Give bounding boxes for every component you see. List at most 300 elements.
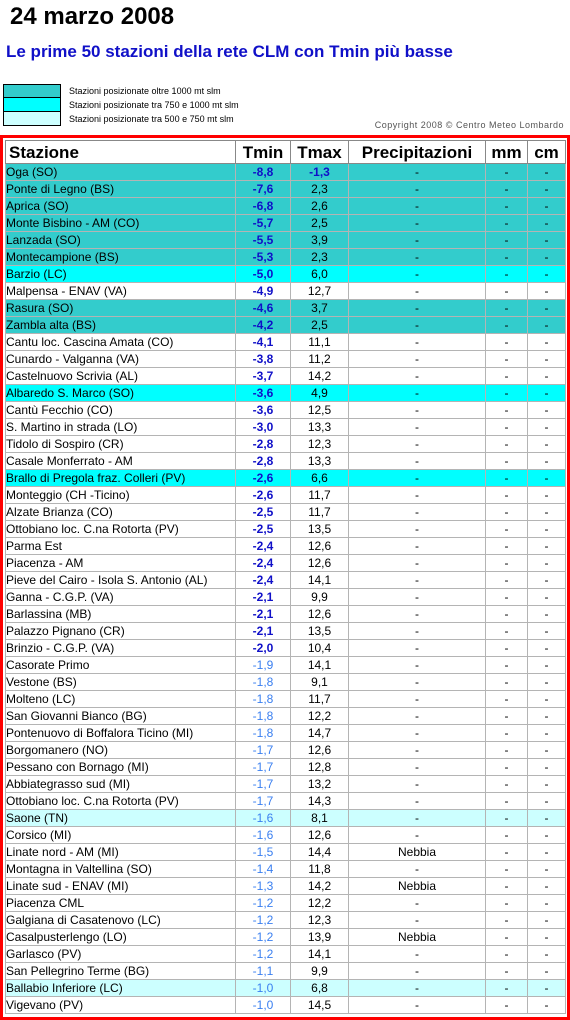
station-name: Monteggio (CH -Ticino)	[6, 487, 236, 504]
table-row	[6, 674, 566, 691]
legend-row-over-1000	[3, 84, 239, 98]
tmin-value: -1,3	[236, 878, 291, 895]
tmin-value: -1,0	[236, 980, 291, 997]
cm-value: -	[528, 844, 566, 861]
header-precipitazioni: Precipitazioni	[349, 141, 486, 164]
precipitation-value: -	[349, 810, 486, 827]
tmax-value: 12,7	[291, 283, 349, 300]
tmin-value: -2,8	[236, 453, 291, 470]
tmax-value: 3,7	[291, 300, 349, 317]
tmax-value: 14,1	[291, 657, 349, 674]
mm-value: -	[486, 368, 528, 385]
tmin-value: -1,2	[236, 895, 291, 912]
header-stazione: Stazione	[6, 141, 236, 164]
mm-value: -	[486, 810, 528, 827]
table-row	[6, 861, 566, 878]
mm-value: -	[486, 997, 528, 1014]
mm-value: -	[486, 929, 528, 946]
tmin-value: -2,5	[236, 521, 291, 538]
station-name: Pessano con Bornago (MI)	[6, 759, 236, 776]
precipitation-value: -	[349, 640, 486, 657]
precipitation-value: Nebbia	[349, 844, 486, 861]
cm-value: -	[528, 963, 566, 980]
tmin-value: -5,0	[236, 266, 291, 283]
tmax-value: 12,8	[291, 759, 349, 776]
station-name: Piacenza CML	[6, 895, 236, 912]
mm-value: -	[486, 249, 528, 266]
tmax-value: 13,9	[291, 929, 349, 946]
tmax-value: 9,1	[291, 674, 349, 691]
tmax-value: 4,9	[291, 385, 349, 402]
station-name: Cantu loc. Cascina Amata (CO)	[6, 334, 236, 351]
cm-value: -	[528, 725, 566, 742]
cm-value: -	[528, 317, 566, 334]
tmin-value: -1,0	[236, 997, 291, 1014]
station-name: Casorate Primo	[6, 657, 236, 674]
cm-value: -	[528, 793, 566, 810]
precipitation-value: -	[349, 436, 486, 453]
precipitation-value: Nebbia	[349, 878, 486, 895]
tmin-value: -5,3	[236, 249, 291, 266]
mm-value: -	[486, 419, 528, 436]
station-name: Zambla alta (BS)	[6, 317, 236, 334]
table-row	[6, 572, 566, 589]
tmax-value: 2,6	[291, 198, 349, 215]
station-name: Linate nord - AM (MI)	[6, 844, 236, 861]
tmax-value: 9,9	[291, 589, 349, 606]
station-name: Vigevano (PV)	[6, 997, 236, 1014]
station-name: Rasura (SO)	[6, 300, 236, 317]
table-row	[6, 487, 566, 504]
mm-value: -	[486, 181, 528, 198]
cm-value: -	[528, 368, 566, 385]
tmin-value: -3,7	[236, 368, 291, 385]
station-name: Ganna - C.G.P. (VA)	[6, 589, 236, 606]
mm-value: -	[486, 946, 528, 963]
tmin-value: -4,9	[236, 283, 291, 300]
legend-label: Stazioni posizionate tra 500 e 750 mt slm	[69, 114, 234, 124]
table-row	[6, 895, 566, 912]
mm-value: -	[486, 453, 528, 470]
precipitation-value: -	[349, 980, 486, 997]
station-name: Ottobiano loc. C.na Rotorta (PV)	[6, 521, 236, 538]
tmin-value: -2,1	[236, 623, 291, 640]
header-tmin: Tmin	[236, 141, 291, 164]
station-name: Parma Est	[6, 538, 236, 555]
tmin-value: -1,4	[236, 861, 291, 878]
legend-label: Stazioni posizionate tra 750 e 1000 mt slm	[69, 100, 239, 110]
station-name: Monte Bisbino - AM (CO)	[6, 215, 236, 232]
tmax-value: -1,3	[291, 164, 349, 181]
station-name: San Pellegrino Terme (BG)	[6, 963, 236, 980]
mm-value: -	[486, 708, 528, 725]
station-name: Ottobiano loc. C.na Rotorta (PV)	[6, 793, 236, 810]
cm-value: -	[528, 606, 566, 623]
precipitation-value: -	[349, 623, 486, 640]
cm-value: -	[528, 266, 566, 283]
tmin-value: -3,6	[236, 402, 291, 419]
table-row	[6, 810, 566, 827]
table-row	[6, 708, 566, 725]
tmin-value: -3,6	[236, 385, 291, 402]
cm-value: -	[528, 640, 566, 657]
station-name: Albaredo S. Marco (SO)	[6, 385, 236, 402]
tmin-value: -6,8	[236, 198, 291, 215]
table-row	[6, 606, 566, 623]
station-name: Barzio (LC)	[6, 266, 236, 283]
precipitation-value: -	[349, 283, 486, 300]
header-mm: mm	[486, 141, 528, 164]
tmax-value: 13,5	[291, 623, 349, 640]
precipitation-value: -	[349, 487, 486, 504]
mm-value: -	[486, 980, 528, 997]
mm-value: -	[486, 861, 528, 878]
tmax-value: 14,1	[291, 946, 349, 963]
tmin-value: -1,7	[236, 742, 291, 759]
precipitation-value: -	[349, 742, 486, 759]
cm-value: -	[528, 759, 566, 776]
mm-value: -	[486, 317, 528, 334]
cm-value: -	[528, 691, 566, 708]
legend	[3, 84, 239, 126]
precipitation-value: -	[349, 181, 486, 198]
tmin-value: -5,5	[236, 232, 291, 249]
cm-value: -	[528, 929, 566, 946]
tmax-value: 11,7	[291, 487, 349, 504]
precipitation-value: -	[349, 725, 486, 742]
tmax-value: 9,9	[291, 963, 349, 980]
precipitation-value: -	[349, 657, 486, 674]
tmax-value: 14,2	[291, 878, 349, 895]
mm-value: -	[486, 589, 528, 606]
table-row	[6, 844, 566, 861]
cm-value: -	[528, 946, 566, 963]
mm-value: -	[486, 487, 528, 504]
cm-value: -	[528, 521, 566, 538]
tmax-value: 14,7	[291, 725, 349, 742]
mm-value: -	[486, 759, 528, 776]
tmin-value: -2,6	[236, 470, 291, 487]
precipitation-value: -	[349, 300, 486, 317]
tmin-value: -2,4	[236, 538, 291, 555]
tmax-value: 13,3	[291, 419, 349, 436]
cm-value: -	[528, 164, 566, 181]
mm-value: -	[486, 555, 528, 572]
tmax-value: 2,3	[291, 181, 349, 198]
precipitation-value: -	[349, 555, 486, 572]
tmin-value: -2,1	[236, 589, 291, 606]
tmax-value: 14,4	[291, 844, 349, 861]
station-name: Aprica (SO)	[6, 198, 236, 215]
tmin-value: -1,8	[236, 708, 291, 725]
table-row	[6, 589, 566, 606]
station-name: San Giovanni Bianco (BG)	[6, 708, 236, 725]
table-body	[6, 164, 566, 1014]
table-row	[6, 198, 566, 215]
cm-value: -	[528, 402, 566, 419]
table-row	[6, 266, 566, 283]
station-name: Ballabio Inferiore (LC)	[6, 980, 236, 997]
station-name: Oga (SO)	[6, 164, 236, 181]
tmax-value: 14,1	[291, 572, 349, 589]
station-name: Cunardo - Valganna (VA)	[6, 351, 236, 368]
cm-value: -	[528, 181, 566, 198]
mm-value: -	[486, 674, 528, 691]
station-name: Piacenza - AM	[6, 555, 236, 572]
precipitation-value: -	[349, 402, 486, 419]
table-row	[6, 351, 566, 368]
table-row	[6, 334, 566, 351]
station-name: Castelnuovo Scrivia (AL)	[6, 368, 236, 385]
precipitation-value: -	[349, 827, 486, 844]
cm-value: -	[528, 861, 566, 878]
tmin-value: -5,7	[236, 215, 291, 232]
mm-value: -	[486, 878, 528, 895]
table-row	[6, 538, 566, 555]
station-name: Saone (TN)	[6, 810, 236, 827]
table-row	[6, 164, 566, 181]
precipitation-value: -	[349, 589, 486, 606]
table-row	[6, 946, 566, 963]
cm-value: -	[528, 708, 566, 725]
stations-table-frame	[0, 135, 570, 1020]
mm-value: -	[486, 623, 528, 640]
table-row	[6, 419, 566, 436]
precipitation-value: -	[349, 606, 486, 623]
tmax-value: 6,0	[291, 266, 349, 283]
tmax-value: 2,3	[291, 249, 349, 266]
tmin-value: -3,0	[236, 419, 291, 436]
tmin-value: -4,1	[236, 334, 291, 351]
station-name: Borgomanero (NO)	[6, 742, 236, 759]
cm-value: -	[528, 980, 566, 997]
precipitation-value: -	[349, 198, 486, 215]
station-name: Brallo di Pregola fraz. Colleri (PV)	[6, 470, 236, 487]
tmin-value: -1,5	[236, 844, 291, 861]
mm-value: -	[486, 895, 528, 912]
tmin-value: -1,8	[236, 725, 291, 742]
tmin-value: -1,7	[236, 793, 291, 810]
tmin-value: -2,4	[236, 572, 291, 589]
cm-value: -	[528, 572, 566, 589]
cm-value: -	[528, 504, 566, 521]
tmin-value: -1,8	[236, 691, 291, 708]
precipitation-value: -	[349, 266, 486, 283]
page-subtitle: Le prime 50 stazioni della rete CLM con Tmin più basse	[6, 42, 453, 61]
cm-value: -	[528, 470, 566, 487]
precipitation-value: -	[349, 334, 486, 351]
tmin-value: -2,6	[236, 487, 291, 504]
tmax-value: 14,2	[291, 368, 349, 385]
mm-value: -	[486, 725, 528, 742]
cm-value: -	[528, 334, 566, 351]
tmin-value: -3,8	[236, 351, 291, 368]
tmin-value: -1,6	[236, 810, 291, 827]
mm-value: -	[486, 742, 528, 759]
precipitation-value: -	[349, 453, 486, 470]
cm-value: -	[528, 232, 566, 249]
tmax-value: 12,6	[291, 606, 349, 623]
table-row	[6, 402, 566, 419]
precipitation-value: -	[349, 215, 486, 232]
tmin-value: -1,8	[236, 674, 291, 691]
tmin-value: -2,0	[236, 640, 291, 657]
tmin-value: -1,9	[236, 657, 291, 674]
tmax-value: 2,5	[291, 215, 349, 232]
station-name: Corsico (MI)	[6, 827, 236, 844]
precipitation-value: -	[349, 317, 486, 334]
mm-value: -	[486, 912, 528, 929]
tmax-value: 13,2	[291, 776, 349, 793]
station-name: Pieve del Cairo - Isola S. Antonio (AL)	[6, 572, 236, 589]
table-row	[6, 997, 566, 1014]
table-row	[6, 283, 566, 300]
cm-value: -	[528, 776, 566, 793]
tmax-value: 8,1	[291, 810, 349, 827]
precipitation-value: -	[349, 249, 486, 266]
tmin-value: -1,2	[236, 912, 291, 929]
mm-value: -	[486, 300, 528, 317]
mm-value: -	[486, 572, 528, 589]
precipitation-value: -	[349, 572, 486, 589]
table-row	[6, 521, 566, 538]
cm-value: -	[528, 436, 566, 453]
table-row	[6, 776, 566, 793]
table-row	[6, 249, 566, 266]
tmax-value: 2,5	[291, 317, 349, 334]
precipitation-value: -	[349, 674, 486, 691]
station-name: Molteno (LC)	[6, 691, 236, 708]
cm-value: -	[528, 623, 566, 640]
table-row	[6, 793, 566, 810]
table-row	[6, 640, 566, 657]
station-name: Alzate Brianza (CO)	[6, 504, 236, 521]
station-name: Linate sud - ENAV (MI)	[6, 878, 236, 895]
precipitation-value: -	[349, 691, 486, 708]
cm-value: -	[528, 283, 566, 300]
precipitation-value: -	[349, 946, 486, 963]
tmax-value: 13,5	[291, 521, 349, 538]
station-name: Brinzio - C.G.P. (VA)	[6, 640, 236, 657]
precipitation-value: -	[349, 776, 486, 793]
precipitation-value: -	[349, 997, 486, 1014]
mm-value: -	[486, 844, 528, 861]
tmax-value: 10,4	[291, 640, 349, 657]
mm-value: -	[486, 657, 528, 674]
stations-table	[5, 140, 566, 1014]
tmax-value: 6,8	[291, 980, 349, 997]
tmax-value: 3,9	[291, 232, 349, 249]
precipitation-value: -	[349, 164, 486, 181]
cm-value: -	[528, 555, 566, 572]
tmax-value: 12,2	[291, 895, 349, 912]
table-row	[6, 963, 566, 980]
mm-value: -	[486, 538, 528, 555]
tmin-value: -2,8	[236, 436, 291, 453]
mm-value: -	[486, 402, 528, 419]
station-name: Vestone (BS)	[6, 674, 236, 691]
tmax-value: 6,6	[291, 470, 349, 487]
cm-value: -	[528, 300, 566, 317]
table-row	[6, 657, 566, 674]
table-row	[6, 555, 566, 572]
precipitation-value: -	[349, 912, 486, 929]
cm-value: -	[528, 351, 566, 368]
station-name: Montagna in Valtellina (SO)	[6, 861, 236, 878]
tmin-value: -2,5	[236, 504, 291, 521]
table-row	[6, 300, 566, 317]
station-name: Lanzada (SO)	[6, 232, 236, 249]
tmin-value: -1,7	[236, 759, 291, 776]
cm-value: -	[528, 742, 566, 759]
tmax-value: 11,7	[291, 504, 349, 521]
tmax-value: 12,3	[291, 436, 349, 453]
mm-value: -	[486, 691, 528, 708]
cm-value: -	[528, 198, 566, 215]
station-name: Montecampione (BS)	[6, 249, 236, 266]
precipitation-value: -	[349, 351, 486, 368]
station-name: Tidolo di Sospiro (CR)	[6, 436, 236, 453]
tmax-value: 13,3	[291, 453, 349, 470]
tmax-value: 12,2	[291, 708, 349, 725]
precipitation-value: -	[349, 470, 486, 487]
station-name: Malpensa - ENAV (VA)	[6, 283, 236, 300]
station-name: Ponte di Legno (BS)	[6, 181, 236, 198]
tmin-value: -1,6	[236, 827, 291, 844]
precipitation-value: -	[349, 521, 486, 538]
cm-value: -	[528, 215, 566, 232]
mm-value: -	[486, 232, 528, 249]
precipitation-value: -	[349, 708, 486, 725]
table-row	[6, 725, 566, 742]
station-name: S. Martino in strada (LO)	[6, 419, 236, 436]
cm-value: -	[528, 674, 566, 691]
table-row	[6, 912, 566, 929]
table-row	[6, 623, 566, 640]
tmin-value: -1,1	[236, 963, 291, 980]
legend-swatch	[3, 98, 61, 112]
legend-label: Stazioni posizionate oltre 1000 mt slm	[69, 86, 221, 96]
legend-swatch	[3, 112, 61, 126]
mm-value: -	[486, 283, 528, 300]
table-row	[6, 368, 566, 385]
mm-value: -	[486, 776, 528, 793]
table-row	[6, 759, 566, 776]
tmin-value: -4,2	[236, 317, 291, 334]
precipitation-value: -	[349, 504, 486, 521]
cm-value: -	[528, 538, 566, 555]
copyright-notice: Copyright 2008 © Centro Meteo Lombardo	[374, 120, 564, 130]
table-row	[6, 470, 566, 487]
tmax-value: 14,3	[291, 793, 349, 810]
mm-value: -	[486, 385, 528, 402]
tmax-value: 12,3	[291, 912, 349, 929]
cm-value: -	[528, 912, 566, 929]
tmax-value: 11,1	[291, 334, 349, 351]
legend-row-750-1000	[3, 98, 239, 112]
mm-value: -	[486, 606, 528, 623]
station-name: Casale Monferrato - AM	[6, 453, 236, 470]
station-name: Cantù Fecchio (CO)	[6, 402, 236, 419]
mm-value: -	[486, 521, 528, 538]
tmin-value: -1,2	[236, 946, 291, 963]
table-row	[6, 827, 566, 844]
table-row	[6, 929, 566, 946]
mm-value: -	[486, 827, 528, 844]
mm-value: -	[486, 215, 528, 232]
tmax-value: 14,5	[291, 997, 349, 1014]
tmax-value: 11,7	[291, 691, 349, 708]
